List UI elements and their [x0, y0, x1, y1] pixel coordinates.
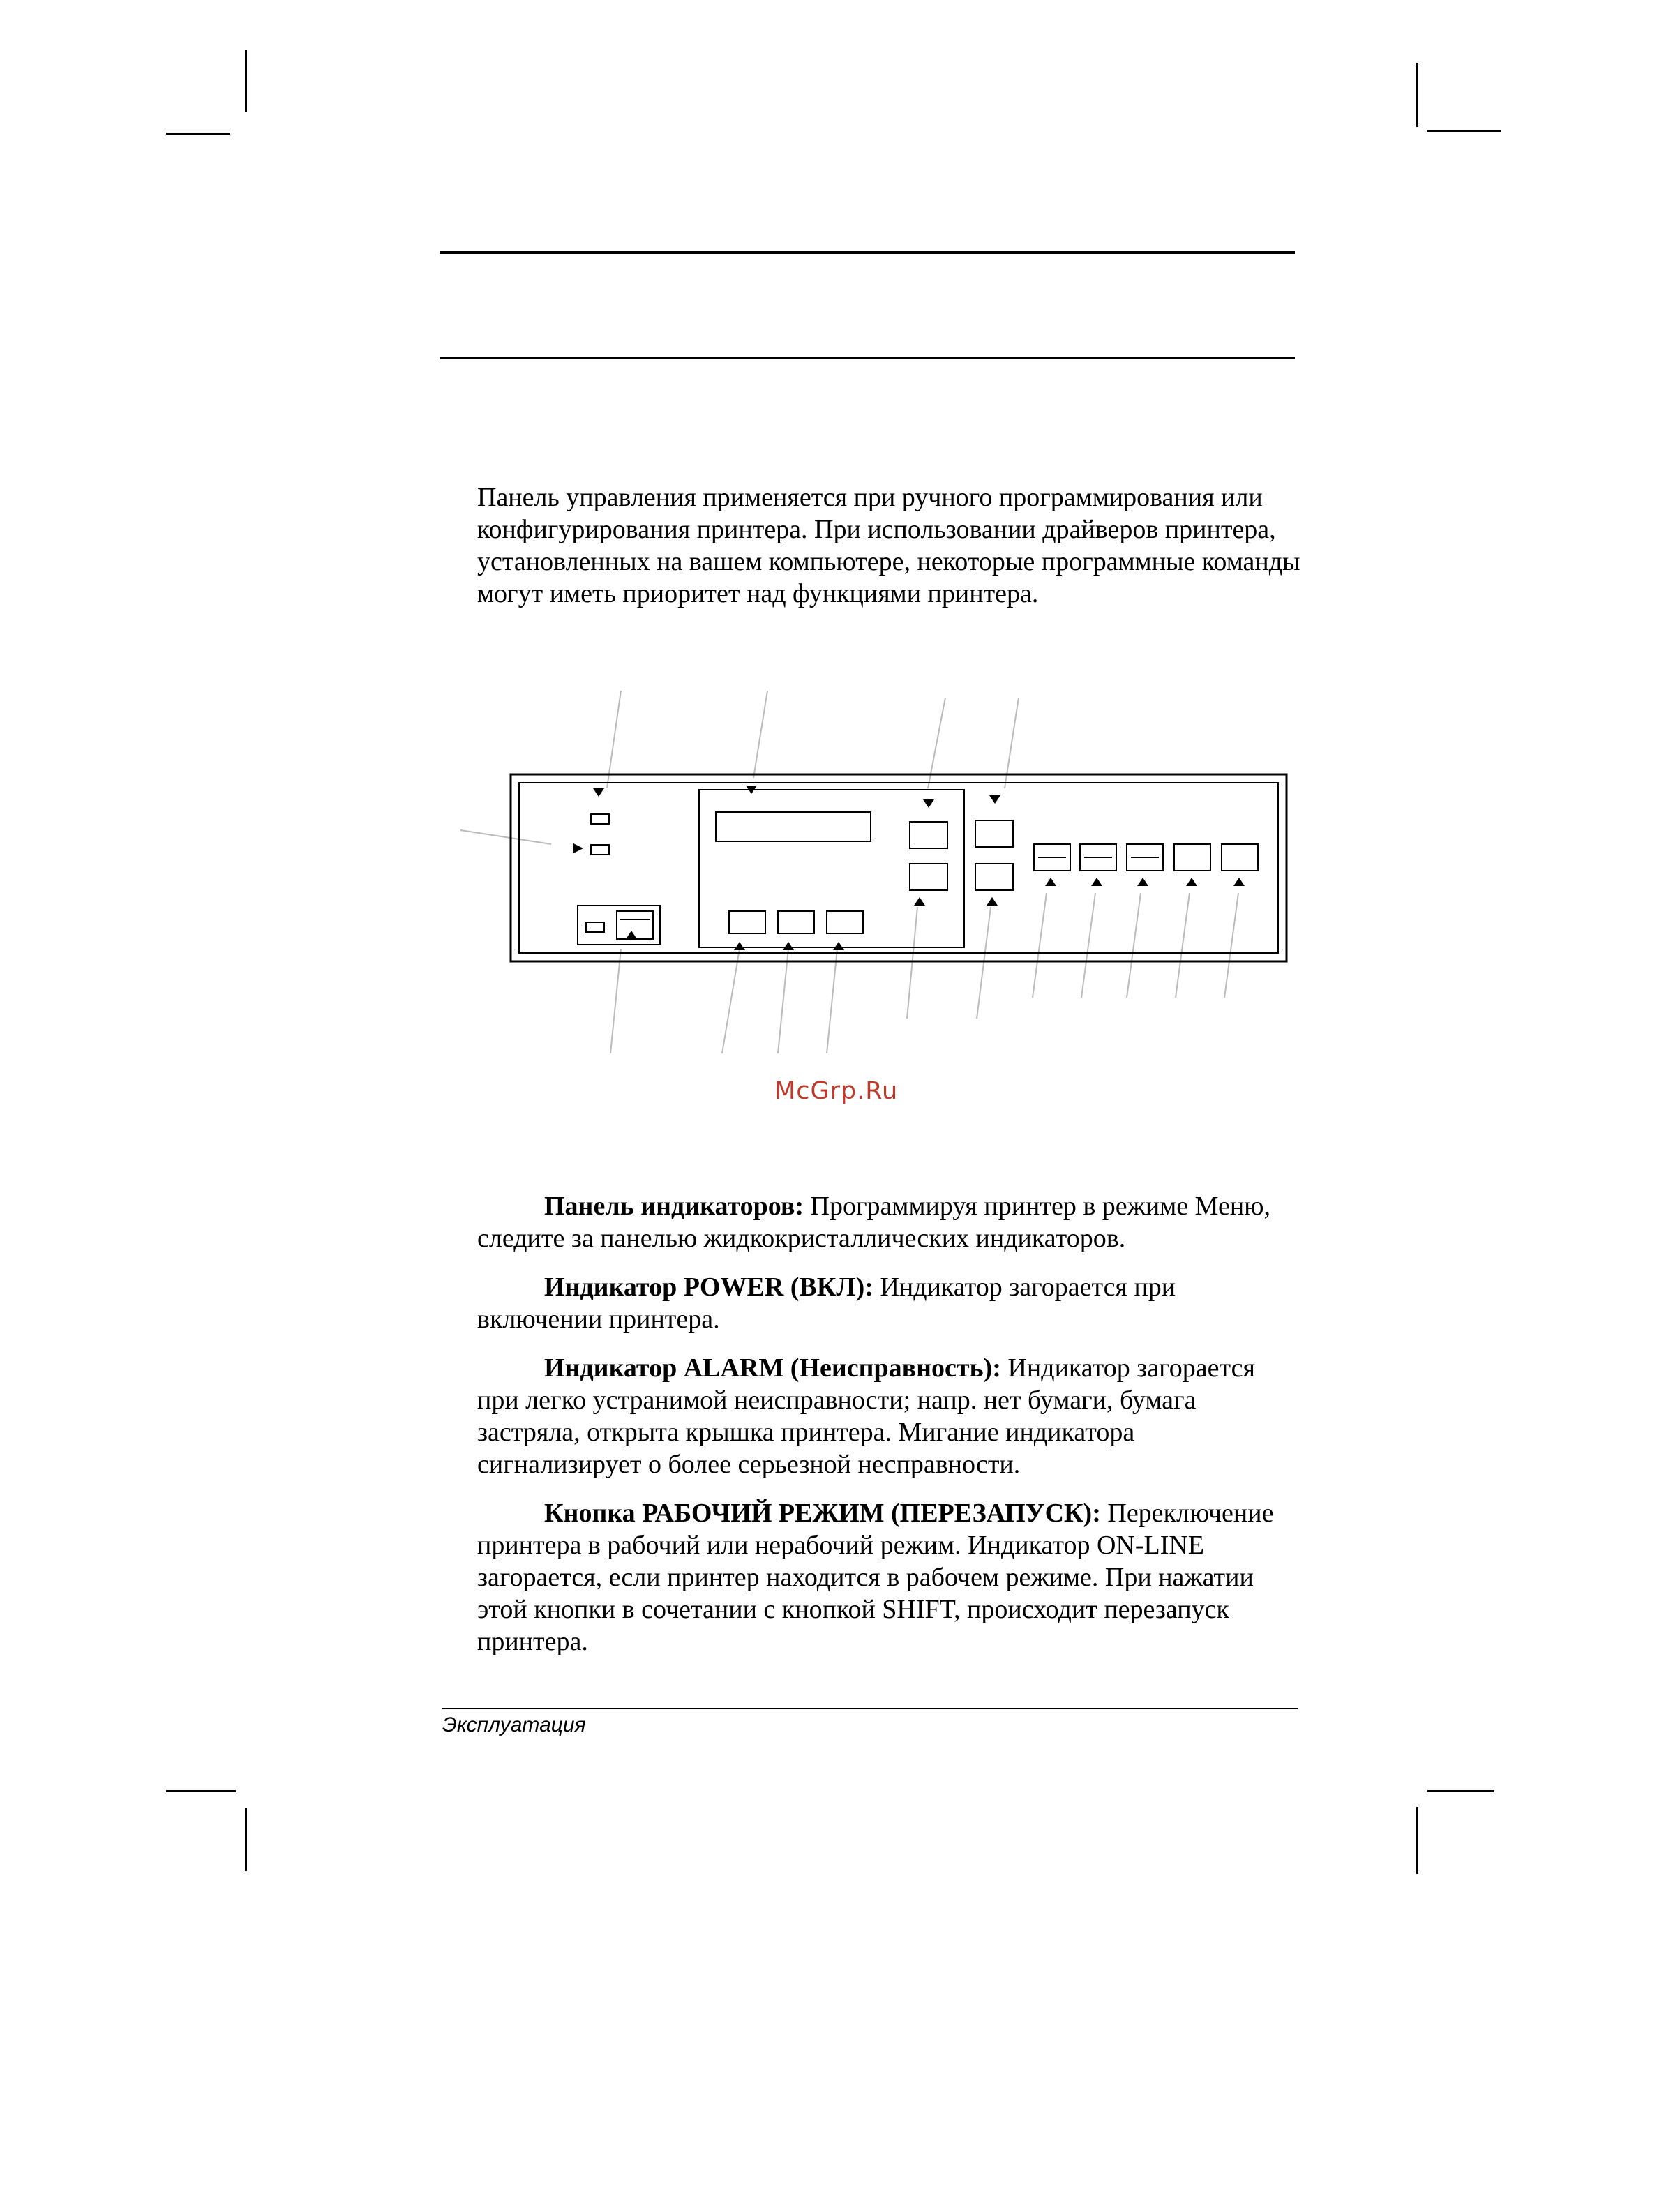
set-button: [975, 864, 1013, 890]
alarm-led: [591, 845, 609, 855]
power-led: [591, 814, 609, 824]
menu-button-2: [778, 911, 814, 933]
description: Индикатор загорается при включении принтера.: [477, 1272, 1176, 1334]
footer-section-title: Эксплуатация: [442, 1713, 586, 1736]
online-button: [617, 911, 653, 939]
crop-mark-top-right-v: [1416, 63, 1418, 127]
paragraph-indicator-panel: [477, 1190, 1300, 1254]
panel-inner-frame: [519, 783, 1278, 953]
crop-mark-bottom-right-h: [1427, 1790, 1494, 1792]
panel-outer-frame: [511, 774, 1287, 961]
description: Переключение принтера в рабочий или нерабочий режим. Индикатор ON-LINE загорается, если принтер находится в рабочем режиме. При нажатии этой кнопки в сочетании с кнопкой SHIFT, происходит перезапуск принтера.: [477, 1499, 1274, 1656]
term: Кнопка РАБОЧИЙ РЕЖИМ (ПЕРЕЗАПУСК):: [544, 1499, 1101, 1528]
header-rule-bottom: [440, 357, 1295, 359]
lcd-display: [716, 812, 871, 841]
function-button-5: [1222, 844, 1258, 871]
crop-mark-top-right-h: [1427, 130, 1501, 132]
lcd-area-frame: [699, 790, 964, 947]
menu-button-3: [827, 911, 863, 933]
paragraph-online-button: [477, 1497, 1300, 1658]
control-panel-diagram: [447, 684, 1312, 1060]
intro-paragraph: Панель управления применяется при ручного программирования или конфигурирования принтера. При использовании драйверов принтера, установленных на вашем компьютере, некоторые программные команды могут иметь приоритет над функциями принтера.: [477, 483, 1300, 608]
paragraph-power-indicator: [477, 1271, 1300, 1335]
term: Индикатор ALARM (Неисправность):: [544, 1353, 1001, 1383]
function-button-4: [1174, 844, 1210, 871]
watermark: McGrp.Ru: [774, 1077, 899, 1105]
description: Программируя принтер в режиме Меню, следите за панелью жидкокристаллических индикаторов.: [477, 1192, 1271, 1253]
crop-mark-top-left-h: [166, 133, 230, 135]
term: Панель индикаторов:: [544, 1192, 804, 1221]
crop-mark-bottom-left-v: [245, 1808, 247, 1871]
crop-mark-bottom-left-h: [166, 1790, 236, 1792]
down-button: [910, 864, 947, 890]
menu-button-1: [729, 911, 765, 933]
online-led: [586, 922, 604, 932]
leader-lines: [460, 691, 1238, 1053]
description: Индикатор загорается при легко устранимой неисправности; напр. нет бумаги, бумага застряла, открыта крышка принтера. Мигание индикатора сигнализирует о более серьезной несправности.: [477, 1353, 1255, 1479]
up-button: [910, 822, 947, 848]
paragraph-alarm-indicator: [477, 1352, 1300, 1480]
shift-button: [975, 820, 1013, 847]
footer-rule: [442, 1708, 1298, 1709]
crop-mark-top-left-v: [245, 50, 247, 112]
term: Индикатор POWER (ВКЛ):: [544, 1272, 873, 1302]
header-rule-top: [440, 251, 1295, 254]
crop-mark-bottom-right-v: [1416, 1807, 1418, 1874]
